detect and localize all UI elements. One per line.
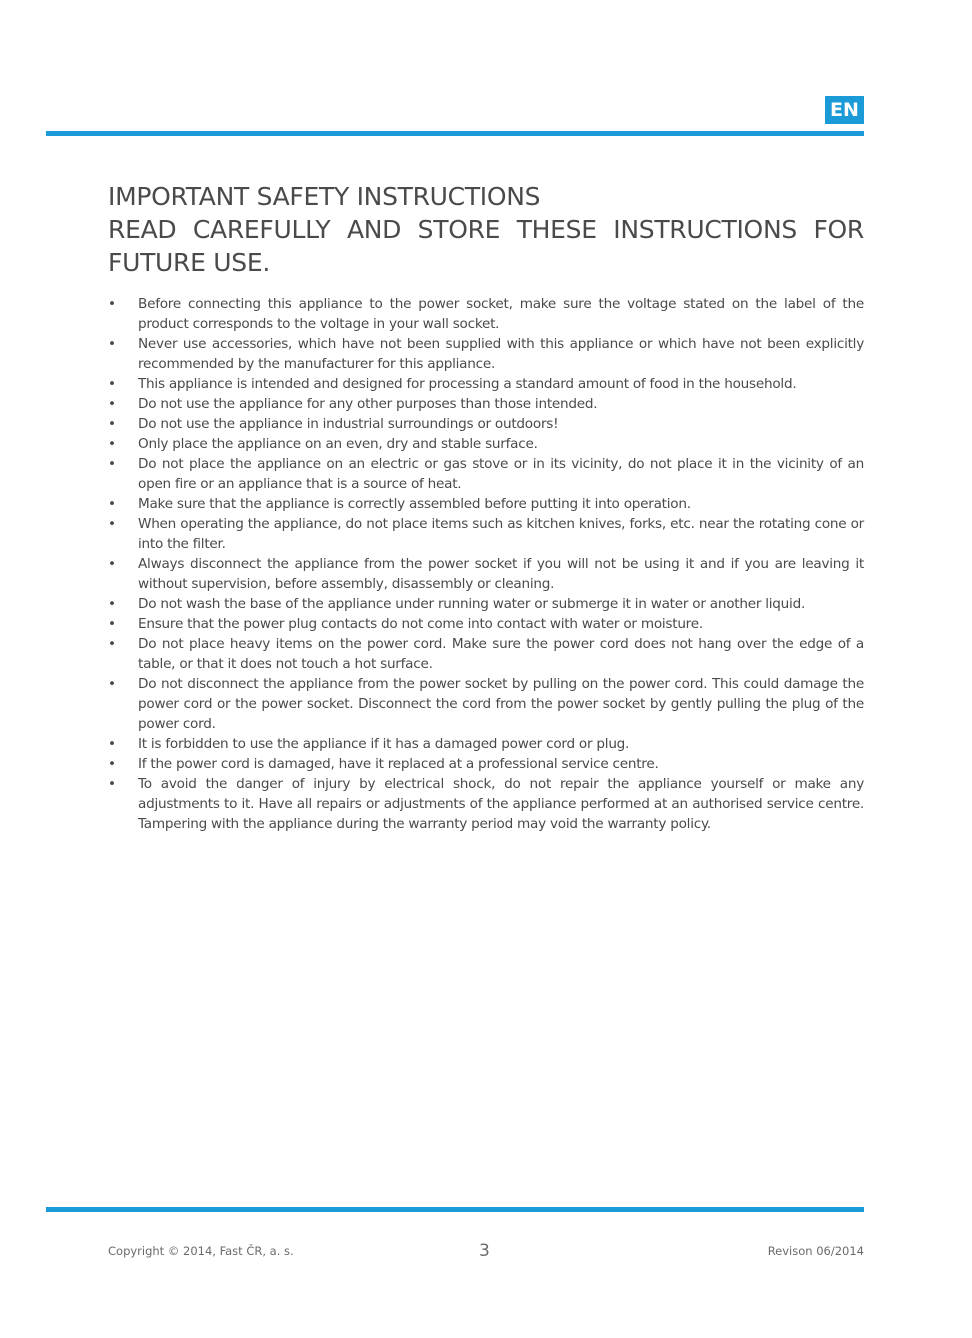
list-item bbox=[108, 414, 864, 434]
bullet-icon: • bbox=[108, 736, 116, 752]
list-item bbox=[108, 634, 864, 674]
list-item-text: Only place the appliance on an even, dry and stable surface. bbox=[138, 436, 538, 452]
list-item-text: Do not place heavy items on the power cord. Make sure the power cord does not hang over the edge of a table, or that it does not touch a hot surface. bbox=[138, 636, 864, 672]
bullet-icon: • bbox=[108, 596, 116, 612]
list-item bbox=[108, 454, 864, 494]
title-line-3: FUTURE USE. bbox=[108, 248, 270, 277]
bullet-icon: • bbox=[108, 516, 116, 532]
list-item-text: Do not wash the base of the appliance under running water or submerge it in water or another liquid. bbox=[138, 596, 806, 612]
list-item-text: Before connecting this appliance to the power socket, make sure the voltage stated on the label of the product corresponds to the voltage in your wall socket. bbox=[138, 296, 864, 332]
list-item bbox=[108, 434, 864, 454]
bullet-icon: • bbox=[108, 296, 116, 312]
header-divider bbox=[46, 131, 864, 136]
footer-divider bbox=[46, 1207, 864, 1212]
page-number: 3 bbox=[479, 1241, 490, 1261]
list-item-text: Ensure that the power plug contacts do not come into contact with water or moisture. bbox=[138, 616, 703, 632]
bullet-icon: • bbox=[108, 616, 116, 632]
list-item bbox=[108, 334, 864, 374]
title-line-1: IMPORTANT SAFETY INSTRUCTIONS bbox=[108, 182, 541, 211]
revision-label: Revison 06/2014 bbox=[767, 1244, 864, 1258]
list-item-text: When operating the appliance, do not place items such as kitchen knives, forks, etc. near the rotating cone or into the filter. bbox=[138, 516, 864, 552]
list-item bbox=[108, 614, 864, 634]
list-item bbox=[108, 774, 864, 834]
list-item-text: If the power cord is damaged, have it replaced at a professional service centre. bbox=[138, 756, 659, 772]
bullet-icon: • bbox=[108, 776, 116, 792]
list-item bbox=[108, 594, 864, 614]
list-item-text: Do not use the appliance for any other purposes than those intended. bbox=[138, 396, 598, 412]
safety-instructions-list bbox=[108, 294, 864, 834]
title-line-2: READ CAREFULLY AND STORE THESE INSTRUCTIONS FOR bbox=[108, 215, 864, 244]
language-badge: EN bbox=[825, 96, 864, 124]
list-item bbox=[108, 374, 864, 394]
list-item-text: Make sure that the appliance is correctly assembled before putting it into operation. bbox=[138, 496, 691, 512]
list-item-text: Do not place the appliance on an electric or gas stove or in its vicinity, do not place it in the vicinity of an open fire or an appliance that is a source of heat. bbox=[138, 456, 864, 492]
list-item-text: Do not use the appliance in industrial surroundings or outdoors! bbox=[138, 416, 559, 432]
list-item-text: To avoid the danger of injury by electrical shock, do not repair the appliance yourself or make any adjustments to it. Have all repairs or adjustments of the appliance performed at an authorised service centre. Tampering with the appliance during the warranty period may void the warranty policy. bbox=[138, 776, 864, 832]
list-item bbox=[108, 754, 864, 774]
list-item bbox=[108, 394, 864, 414]
list-item-text: Do not disconnect the appliance from the power socket by pulling on the power cord. This could damage the power cord or the power socket. Disconnect the cord from the power socket by gently pulling the plug of the power cord. bbox=[138, 676, 864, 732]
bullet-icon: • bbox=[108, 636, 116, 652]
bullet-icon: • bbox=[108, 456, 116, 472]
list-item-text: It is forbidden to use the appliance if it has a damaged power cord or plug. bbox=[138, 736, 630, 752]
bullet-icon: • bbox=[108, 436, 116, 452]
copyright-notice: Copyright © 2014, Fast ČR, a. s. bbox=[108, 1244, 294, 1258]
bullet-icon: • bbox=[108, 756, 116, 772]
list-item bbox=[108, 554, 864, 594]
bullet-icon: • bbox=[108, 336, 116, 352]
bullet-icon: • bbox=[108, 496, 116, 512]
list-item bbox=[108, 294, 864, 334]
bullet-icon: • bbox=[108, 396, 116, 412]
list-item-text: Never use accessories, which have not been supplied with this appliance or which have not been explicitly recommended by the manufacturer for this appliance. bbox=[138, 336, 864, 372]
list-item bbox=[108, 734, 864, 754]
bullet-icon: • bbox=[108, 376, 116, 392]
page-title bbox=[108, 180, 864, 279]
bullet-icon: • bbox=[108, 676, 116, 692]
list-item bbox=[108, 514, 864, 554]
bullet-icon: • bbox=[108, 556, 116, 572]
list-item-text: This appliance is intended and designed for processing a standard amount of food in the household. bbox=[138, 376, 797, 392]
bullet-icon: • bbox=[108, 416, 116, 432]
list-item bbox=[108, 494, 864, 514]
list-item bbox=[108, 674, 864, 734]
list-item-text: Always disconnect the appliance from the power socket if you will not be using it and if you are leaving it without supervision, before assembly, disassembly or cleaning. bbox=[138, 556, 864, 592]
